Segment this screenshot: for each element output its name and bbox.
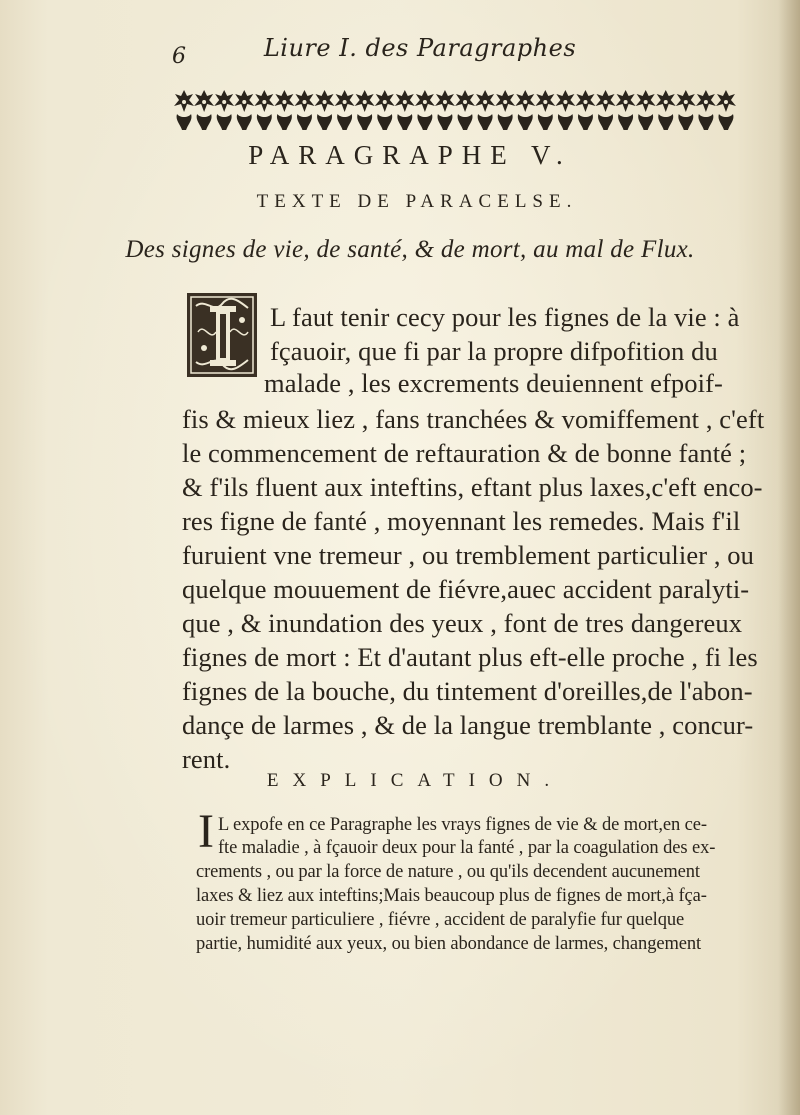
text-line: fignes de la bouche, du tintement d'oreilles,de l'abon-	[182, 676, 753, 706]
fleuron-ornament-icon	[395, 90, 415, 130]
text-line: que , & inundation des yeux , font de tres dangereux	[182, 608, 743, 638]
text-line: fis & mieux liez , fans tranchées & vomiffement , c'eft	[182, 404, 765, 434]
fleuron-ornament-icon	[495, 90, 515, 130]
fleuron-ornament-icon	[234, 90, 254, 130]
text-line: fçauoir, que fi par la propre difpofition du	[270, 336, 718, 366]
fleuron-ornament-icon	[415, 90, 435, 130]
explication-heading: EXPLICATION.	[266, 770, 564, 791]
fleuron-ornament-icon	[555, 90, 575, 130]
fleuron-ornament-icon	[254, 90, 274, 130]
explication-line: uoir tremeur particuliere , fiévre , accident de paralyfie fur quelque	[196, 910, 685, 930]
text-line: L faut tenir cecy pour les fignes de la vie : à	[270, 302, 740, 332]
text-line: & f'ils fluent aux inteftins, eftant plus laxes,c'eft enco-	[182, 472, 763, 502]
fleuron-ornament-icon	[636, 90, 656, 130]
fleuron-ornament-icon	[214, 90, 234, 130]
fleuron-ornament-icon	[575, 90, 595, 130]
fleuron-ornament-icon	[194, 90, 214, 130]
texte-heading: TEXTE DE PARACELSE.	[256, 191, 578, 212]
running-head: Liure I. des Paragraphes	[263, 34, 577, 62]
explication-line: crements , ou par la force de nature , ou qu'ils decendent aucunement	[196, 862, 700, 882]
fleuron-ornament-icon	[274, 90, 294, 130]
text-line: le commencement de reftauration & de bonne fanté ;	[182, 438, 747, 468]
fleuron-ornament-icon	[676, 90, 696, 130]
fleuron-ornament-icon	[455, 90, 475, 130]
fleuron-ornament-icon	[475, 90, 495, 130]
ornament-band	[174, 86, 736, 132]
explication-line: fte maladie , à fçauoir deux pour la fanté , par la coagulation des ex-	[218, 838, 716, 858]
fleuron-ornament-icon	[435, 90, 455, 130]
explication-line: L expofe en ce Paragraphe les vrays fignes de vie & de mort,en ce-	[218, 815, 707, 835]
explication-line: partie, humidité aux yeux, ou bien abondance de larmes, changement	[196, 934, 702, 954]
fleuron-ornament-icon	[355, 90, 375, 130]
fleuron-ornament-icon	[716, 90, 736, 130]
text-line: malade , les excrements deuiennent efpoif-	[264, 368, 723, 398]
text-line: dançe de larmes , & de la langue tremblante , concur-	[182, 710, 754, 740]
paragraph-heading: PARAGRAPHE V.	[248, 140, 572, 170]
section-subtitle: Des signes de vie, de santé, & de mort, au mal de Flux.	[125, 236, 695, 263]
fleuron-ornament-icon	[315, 90, 335, 130]
text-line: fignes de mort : Et d'autant plus eft-elle proche , fi les	[182, 642, 758, 672]
fleuron-ornament-icon	[515, 90, 535, 130]
text-line: res figne de fanté , moyennant les remedes. Mais f'il	[182, 506, 741, 536]
fleuron-ornament-icon	[596, 90, 616, 130]
fleuron-ornament-icon	[174, 90, 194, 130]
explication-line: laxes & liez aux inteftins;Mais beaucoup plus de fignes de mort,à fça-	[196, 886, 707, 906]
fleuron-ornament-icon	[535, 90, 555, 130]
text-line: rent.	[182, 744, 231, 774]
page-number: 6	[172, 44, 186, 69]
text-line: quelque mouuement de fiévre,auec accident paralyti-	[182, 574, 750, 604]
fleuron-ornament-icon	[375, 90, 395, 130]
fleuron-ornament-icon	[335, 90, 355, 130]
fleuron-ornament-icon	[294, 90, 314, 130]
text-line: furuient vne tremeur , ou tremblement particulier , ou	[182, 540, 755, 570]
fleuron-ornament-icon	[656, 90, 676, 130]
explication-initial: I	[198, 805, 214, 858]
decorated-initial-letter-icon	[186, 292, 258, 378]
fleuron-ornament-icon	[616, 90, 636, 130]
fleuron-ornament-icon	[696, 90, 716, 130]
